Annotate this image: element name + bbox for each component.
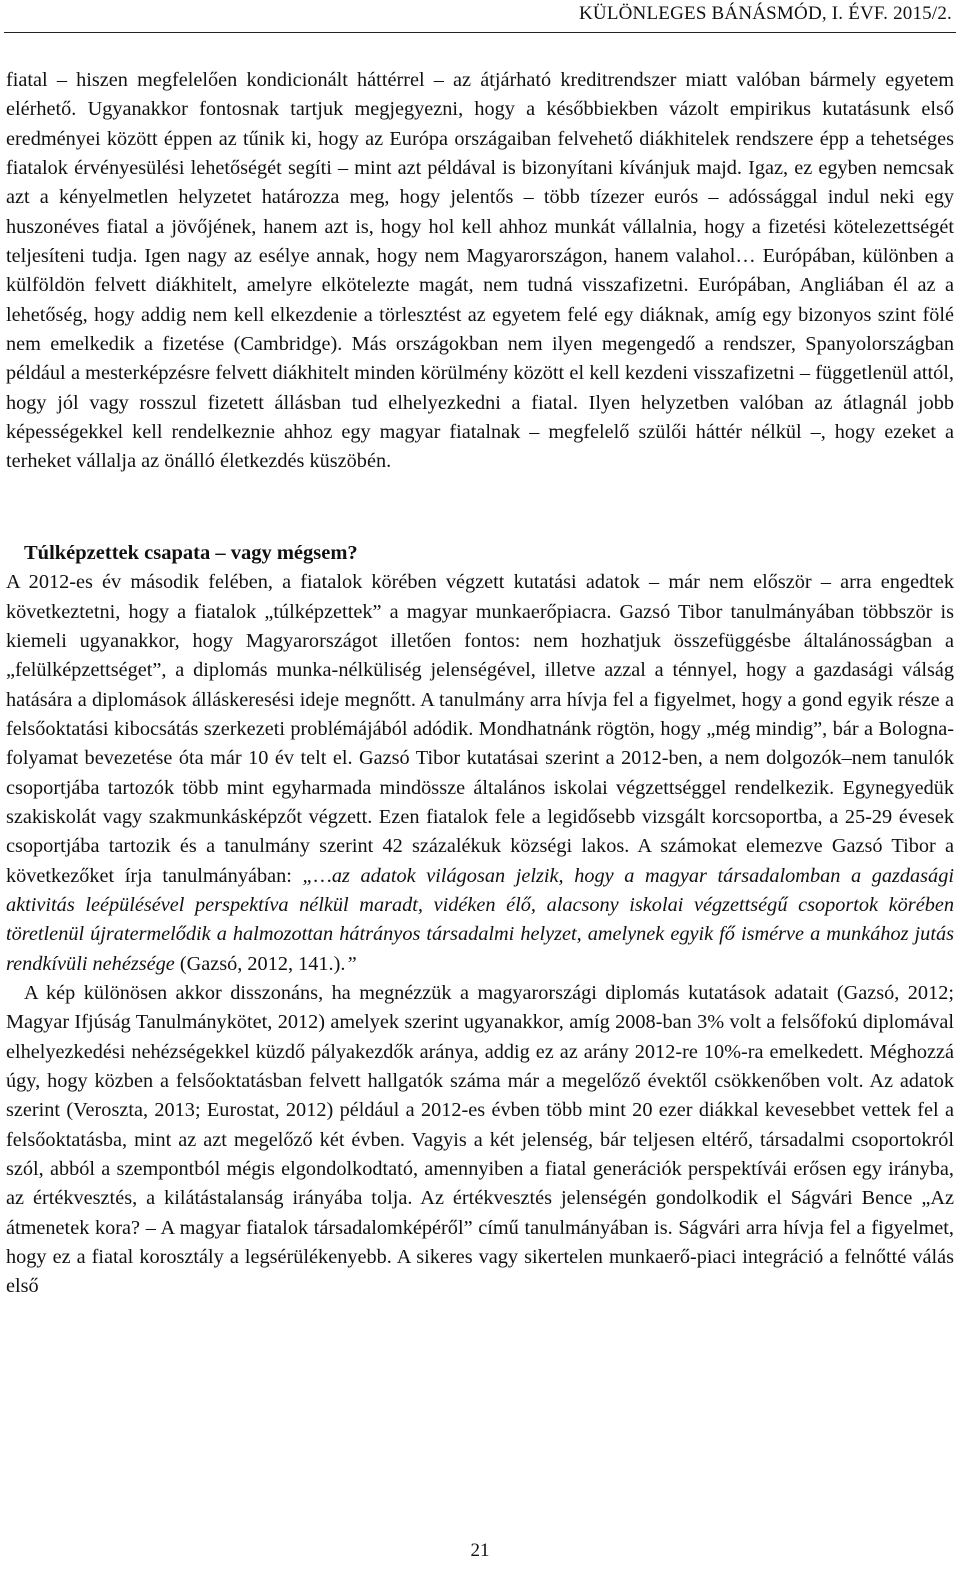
paragraph-overqualified bbox=[6, 568, 954, 979]
gazso-quote: az adatok világosan jelzik, hogy a magyar társadalomban a gazdasági aktivitás leépülésével perspektíva nélkül maradt, vidéken élő, alacsony iskolai végzettségű csoportok körében töretlenül újratermelődik a halmozottan hátrányos társadalmi helyzet, amelynek egyik fő ismérve a munkához jutás rendkívüli nehézsége bbox=[6, 864, 954, 975]
section-spacer bbox=[6, 477, 954, 539]
quote-close: ” bbox=[345, 952, 357, 975]
header-rule bbox=[4, 32, 956, 33]
running-header: KÜLÖNLEGES BÁNÁSMÓD, I. ÉVF. 2015/2. bbox=[578, 3, 952, 24]
paragraph-text: A 2012-es év második felében, a fiatalok körében végzett kutatási adatok – már nem először – arra engedtek következtetni, hogy a fiatalok „túlképzettek” a magyar munkaerőpiacra. Gazsó Tibor tanulmányában többször is kiemeli ugyanakkor, hogy Magyarországot illetően fontos: nem hozhatjuk összefüggésbe általánosságban a „felülképzettséget”, a diplomás munka-nélküliség jelenségével, illetve azzal a ténnyel, hogy a gazdasági válság hatására a diplomások álláskeresési ideje megnőtt. A tanulmány arra hívja fel a figyelmet, hogy a gond egyik része a felsőoktatási kibocsátás szerkezeti problémájából adódik. Mondhatnánk rögtön, hogy „még mindig”, bár a Bologna-folyamat bevezetése óta már 10 év telt el. Gazsó Tibor kutatásai szerint a 2012-ben, a nem dolgozók–nem tanulók csoportjába tartozók több mint egyharmada mindössze általános iskolai végzettséggel rendelkezik. Egynegyedük szakiskolát vagy szakmunkásképzőt végzett. Ezen fiatalok fele a legidősebb vizsgált korcsoportba, a 25-29 évesek csoportjába tartozik és a tanulmány szerint 42 százalékuk községi lakos. A számokat elemezve Gazsó Tibor a következőket írja tanulmányában: bbox=[6, 571, 954, 887]
quote-citation: (Gazsó, 2012, 141.). bbox=[174, 952, 346, 975]
page-number: 21 bbox=[470, 1540, 490, 1561]
section-heading: Túlképzettek csapata – vagy mégsem? bbox=[24, 541, 358, 564]
paragraph-continuation: fiatal – hiszen megfelelően kondicionált háttérrel – az átjárható kreditrendszer miatt valóban bármely egyetem elérhető. Ugyanakkor fontosnak tartjuk megjegyezni, hogy a későbbiekben vázolt empirikus kutatásunk első eredményei között éppen az tűnik ki, hogy az Európa országaiban felvehető diákhitelek rendszere épp a tehetséges fiatalok érvényesülési lehetőségét segíti – mint azt példával is bizonyítani kívánjuk majd. Igaz, ez egyben nemcsak azt a kényelmetlen helyzetet határozza meg, hogy jelentős – több tízezer eurós – adóssággal indul neki egy huszonéves fiatal a jövőjének, hanem azt is, hogy hol kell ahhoz munkát vállalnia, hogy a fizetési kötelezettségét teljesíteni tudja. Igen nagy az esélye annak, hogy nem Magyarországon, hanem valahol… Európában, különben a külföldön felvett diákhitelt, amelyre elkötelezte magát, nem tudná visszafizetni. Európában, Angliában él az a lehetőség, hogy addig nem kell elkezdenie a törlesztést az egyetem felé egy diáknak, amíg egy bizonyos szint fölé nem emelkedik a fizetése (Cambridge). Más országokban nem ilyen megengedő a rendszer, Spanyolországban például a mesterképzésre felvett diákhitelt minden körülmény között el kell kezdeni visszafizetni – függetlenül attól, hogy jól vagy rosszul fizetett állásban tud elhelyezkedni a fiatal. Ilyen helyzetben valóban az átlagnál jobb képességekkel kell rendelkeznie ahhoz egy magyar fiatalnak – megfelelő szülői háttér nélkül –, hogy ezeket a terheket vállalja az önálló életkezdés küszöbén. bbox=[6, 69, 954, 473]
paragraph-dissonance: A kép különösen akkor disszonáns, ha megnézzük a magyarországi diplomás kutatások adatait (Gazsó, 2012; Magyar Ifjúság Tanulmánykötet, 2012) amelyek szerint ugyanakkor, amíg 2008-ban 3% volt a felsőfokú diplomával elhelyezkedési nehézségekkel küzdő pályakezdők aránya, addig ez az arány 2012-re 10%-ra emelkedett. Méghozzá úgy, hogy közben a felsőoktatásban felvett hallgatók száma már a megelőző évektől csökkenőben volt. Az adatok szerint (Veroszta, 2013; Eurostat, 2012) például a 2012-es évben több mint 20 ezer diákkal kevesebbet vettek fel a felsőoktatásba, mint az azt megelőző két évben. Vagyis a két jelenség, bár teljesen eltérő, társadalmi csoportokról szól, abból a szempontból mégis elgondolkodtató, amennyiben a fiatal generációk perspektívái erősen egy irányba, az értékvesztés, a kilátástalanság irányába tolja. Az értékvesztés jelenségén gondolkodik el Ságvári Bence „Az átmenetek kora? – A magyar fiatalok társadalomképéről” című tanulmányában is. Ságvári arra hívja fel a figyelmet, hogy ez a fiatal korosztály a legsérülékenyebb. A sikeres vagy sikertelen munkaerő-piaci integráció a felnőtté válás első bbox=[6, 981, 954, 1298]
body-text bbox=[6, 66, 954, 1302]
quote-open: „… bbox=[291, 864, 332, 887]
